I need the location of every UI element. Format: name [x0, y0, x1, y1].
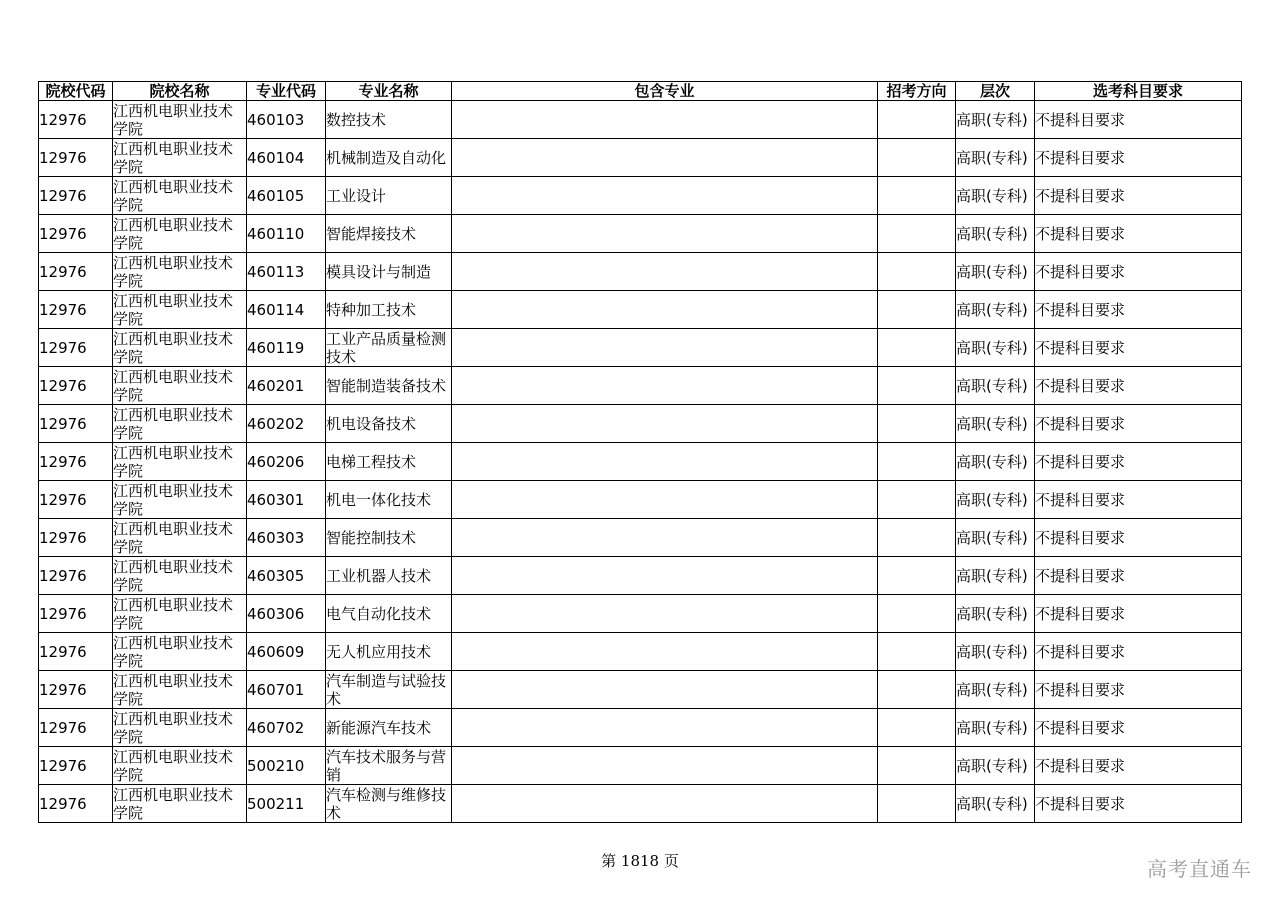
- cell-level: 高职(专科): [956, 443, 1035, 481]
- cell-major-name: 电气自动化技术: [326, 595, 452, 633]
- cell-school-code: 12976: [39, 519, 113, 557]
- cell-level: 高职(专科): [956, 405, 1035, 443]
- cell-major-code: 500210: [247, 747, 326, 785]
- cell-level: 高职(专科): [956, 481, 1035, 519]
- header-direction: 招考方向: [878, 82, 956, 101]
- cell-school-name: 江西机电职业技术学院: [113, 443, 247, 481]
- cell-level: 高职(专科): [956, 747, 1035, 785]
- cell-major-name: 汽车技术服务与营销: [326, 747, 452, 785]
- cell-included-majors: [452, 177, 878, 215]
- cell-major-code: 460113: [247, 253, 326, 291]
- cell-direction: [878, 291, 956, 329]
- cell-school-name: 江西机电职业技术学院: [113, 177, 247, 215]
- cell-school-code: 12976: [39, 595, 113, 633]
- cell-school-code: 12976: [39, 101, 113, 139]
- cell-major-code: 460306: [247, 595, 326, 633]
- cell-major-name: 新能源汽车技术: [326, 709, 452, 747]
- cell-direction: [878, 405, 956, 443]
- cell-level: 高职(专科): [956, 291, 1035, 329]
- cell-subject-requirement: 不提科目要求: [1035, 747, 1242, 785]
- cell-major-name: 机电一体化技术: [326, 481, 452, 519]
- cell-included-majors: [452, 633, 878, 671]
- cell-subject-requirement: 不提科目要求: [1035, 633, 1242, 671]
- cell-major-name: 机电设备技术: [326, 405, 452, 443]
- cell-subject-requirement: 不提科目要求: [1035, 671, 1242, 709]
- cell-level: 高职(专科): [956, 671, 1035, 709]
- cell-school-code: 12976: [39, 747, 113, 785]
- cell-included-majors: [452, 101, 878, 139]
- cell-subject-requirement: 不提科目要求: [1035, 215, 1242, 253]
- cell-major-name: 无人机应用技术: [326, 633, 452, 671]
- cell-school-name: 江西机电职业技术学院: [113, 557, 247, 595]
- cell-major-name: 汽车制造与试验技术: [326, 671, 452, 709]
- table-row: [39, 595, 1242, 633]
- cell-school-code: 12976: [39, 253, 113, 291]
- cell-direction: [878, 101, 956, 139]
- cell-direction: [878, 481, 956, 519]
- cell-school-name: 江西机电职业技术学院: [113, 747, 247, 785]
- cell-major-name: 电梯工程技术: [326, 443, 452, 481]
- table-row: [39, 253, 1242, 291]
- cell-major-name: 工业产品质量检测技术: [326, 329, 452, 367]
- cell-major-name: 特种加工技术: [326, 291, 452, 329]
- cell-major-name: 汽车检测与维修技术: [326, 785, 452, 823]
- header-row: [39, 82, 1242, 101]
- cell-major-name: 智能控制技术: [326, 519, 452, 557]
- cell-major-code: 460301: [247, 481, 326, 519]
- table-row: [39, 329, 1242, 367]
- cell-level: 高职(专科): [956, 557, 1035, 595]
- cell-major-name: 数控技术: [326, 101, 452, 139]
- cell-major-name: 智能焊接技术: [326, 215, 452, 253]
- cell-school-name: 江西机电职业技术学院: [113, 785, 247, 823]
- cell-direction: [878, 709, 956, 747]
- cell-direction: [878, 253, 956, 291]
- cell-included-majors: [452, 367, 878, 405]
- cell-subject-requirement: 不提科目要求: [1035, 557, 1242, 595]
- cell-school-name: 江西机电职业技术学院: [113, 139, 247, 177]
- cell-major-code: 460303: [247, 519, 326, 557]
- header-subject-requirement: 选考科目要求: [1035, 82, 1242, 101]
- cell-school-code: 12976: [39, 557, 113, 595]
- cell-school-code: 12976: [39, 291, 113, 329]
- cell-included-majors: [452, 671, 878, 709]
- cell-direction: [878, 557, 956, 595]
- cell-subject-requirement: 不提科目要求: [1035, 443, 1242, 481]
- watermark: 高考直通车: [1147, 857, 1252, 881]
- cell-major-code: 460305: [247, 557, 326, 595]
- cell-level: 高职(专科): [956, 329, 1035, 367]
- cell-subject-requirement: 不提科目要求: [1035, 785, 1242, 823]
- cell-included-majors: [452, 709, 878, 747]
- cell-included-majors: [452, 519, 878, 557]
- table-row: [39, 291, 1242, 329]
- table-row: [39, 633, 1242, 671]
- cell-school-code: 12976: [39, 215, 113, 253]
- cell-school-name: 江西机电职业技术学院: [113, 405, 247, 443]
- cell-included-majors: [452, 215, 878, 253]
- table-row: [39, 785, 1242, 823]
- cell-level: 高职(专科): [956, 709, 1035, 747]
- cell-school-code: 12976: [39, 671, 113, 709]
- cell-subject-requirement: 不提科目要求: [1035, 177, 1242, 215]
- cell-subject-requirement: 不提科目要求: [1035, 291, 1242, 329]
- cell-subject-requirement: 不提科目要求: [1035, 481, 1242, 519]
- cell-included-majors: [452, 785, 878, 823]
- cell-included-majors: [452, 253, 878, 291]
- cell-direction: [878, 215, 956, 253]
- cell-school-name: 江西机电职业技术学院: [113, 671, 247, 709]
- cell-subject-requirement: 不提科目要求: [1035, 139, 1242, 177]
- cell-major-code: 460702: [247, 709, 326, 747]
- cell-school-code: 12976: [39, 481, 113, 519]
- cell-included-majors: [452, 329, 878, 367]
- cell-direction: [878, 139, 956, 177]
- cell-school-code: 12976: [39, 367, 113, 405]
- header-major-name: 专业名称: [326, 82, 452, 101]
- cell-major-code: 460119: [247, 329, 326, 367]
- cell-major-code: 460105: [247, 177, 326, 215]
- cell-school-name: 江西机电职业技术学院: [113, 291, 247, 329]
- cell-school-code: 12976: [39, 633, 113, 671]
- cell-major-code: 460104: [247, 139, 326, 177]
- cell-level: 高职(专科): [956, 215, 1035, 253]
- cell-major-code: 500211: [247, 785, 326, 823]
- cell-included-majors: [452, 405, 878, 443]
- table-row: [39, 139, 1242, 177]
- cell-subject-requirement: 不提科目要求: [1035, 101, 1242, 139]
- cell-subject-requirement: 不提科目要求: [1035, 329, 1242, 367]
- cell-major-code: 460114: [247, 291, 326, 329]
- page-number: 第 1818 页: [601, 852, 679, 870]
- cell-included-majors: [452, 139, 878, 177]
- table-row: [39, 443, 1242, 481]
- cell-major-code: 460110: [247, 215, 326, 253]
- table-row: [39, 101, 1242, 139]
- cell-school-name: 江西机电职业技术学院: [113, 215, 247, 253]
- cell-major-code: 460609: [247, 633, 326, 671]
- cell-major-name: 工业机器人技术: [326, 557, 452, 595]
- cell-major-name: 智能制造装备技术: [326, 367, 452, 405]
- cell-school-code: 12976: [39, 709, 113, 747]
- cell-included-majors: [452, 291, 878, 329]
- table-row: [39, 177, 1242, 215]
- header-school-code: 院校代码: [39, 82, 113, 101]
- cell-level: 高职(专科): [956, 139, 1035, 177]
- cell-school-name: 江西机电职业技术学院: [113, 709, 247, 747]
- cell-direction: [878, 329, 956, 367]
- cell-school-code: 12976: [39, 329, 113, 367]
- cell-major-code: 460201: [247, 367, 326, 405]
- table-row: [39, 519, 1242, 557]
- cell-school-name: 江西机电职业技术学院: [113, 101, 247, 139]
- cell-direction: [878, 367, 956, 405]
- cell-school-code: 12976: [39, 177, 113, 215]
- cell-level: 高职(专科): [956, 595, 1035, 633]
- majors-table: [38, 81, 1242, 823]
- cell-school-code: 12976: [39, 405, 113, 443]
- table-row: [39, 215, 1242, 253]
- cell-school-name: 江西机电职业技术学院: [113, 253, 247, 291]
- cell-subject-requirement: 不提科目要求: [1035, 709, 1242, 747]
- cell-school-name: 江西机电职业技术学院: [113, 519, 247, 557]
- header-school-name: 院校名称: [113, 82, 247, 101]
- cell-direction: [878, 747, 956, 785]
- table-row: [39, 747, 1242, 785]
- cell-included-majors: [452, 557, 878, 595]
- cell-school-code: 12976: [39, 139, 113, 177]
- cell-subject-requirement: 不提科目要求: [1035, 253, 1242, 291]
- table-row: [39, 481, 1242, 519]
- cell-included-majors: [452, 747, 878, 785]
- cell-level: 高职(专科): [956, 785, 1035, 823]
- cell-major-code: 460202: [247, 405, 326, 443]
- cell-included-majors: [452, 443, 878, 481]
- cell-direction: [878, 595, 956, 633]
- header-level: 层次: [956, 82, 1035, 101]
- cell-direction: [878, 785, 956, 823]
- cell-subject-requirement: 不提科目要求: [1035, 595, 1242, 633]
- cell-major-name: 机械制造及自动化: [326, 139, 452, 177]
- header-major-code: 专业代码: [247, 82, 326, 101]
- cell-direction: [878, 519, 956, 557]
- header-included-majors: 包含专业: [452, 82, 878, 101]
- cell-level: 高职(专科): [956, 101, 1035, 139]
- cell-direction: [878, 443, 956, 481]
- cell-school-name: 江西机电职业技术学院: [113, 367, 247, 405]
- cell-level: 高职(专科): [956, 633, 1035, 671]
- cell-major-name: 工业设计: [326, 177, 452, 215]
- cell-major-code: 460206: [247, 443, 326, 481]
- cell-level: 高职(专科): [956, 519, 1035, 557]
- cell-school-code: 12976: [39, 785, 113, 823]
- cell-school-name: 江西机电职业技术学院: [113, 633, 247, 671]
- cell-direction: [878, 177, 956, 215]
- cell-school-code: 12976: [39, 443, 113, 481]
- cell-school-name: 江西机电职业技术学院: [113, 329, 247, 367]
- table-row: [39, 671, 1242, 709]
- cell-level: 高职(专科): [956, 367, 1035, 405]
- table-row: [39, 557, 1242, 595]
- cell-level: 高职(专科): [956, 253, 1035, 291]
- cell-major-code: 460103: [247, 101, 326, 139]
- cell-included-majors: [452, 595, 878, 633]
- cell-subject-requirement: 不提科目要求: [1035, 405, 1242, 443]
- cell-subject-requirement: 不提科目要求: [1035, 519, 1242, 557]
- cell-included-majors: [452, 481, 878, 519]
- cell-direction: [878, 671, 956, 709]
- cell-subject-requirement: 不提科目要求: [1035, 367, 1242, 405]
- cell-major-name: 模具设计与制造: [326, 253, 452, 291]
- table-row: [39, 709, 1242, 747]
- cell-school-name: 江西机电职业技术学院: [113, 481, 247, 519]
- cell-school-name: 江西机电职业技术学院: [113, 595, 247, 633]
- cell-direction: [878, 633, 956, 671]
- table-row: [39, 405, 1242, 443]
- table-row: [39, 367, 1242, 405]
- cell-level: 高职(专科): [956, 177, 1035, 215]
- cell-major-code: 460701: [247, 671, 326, 709]
